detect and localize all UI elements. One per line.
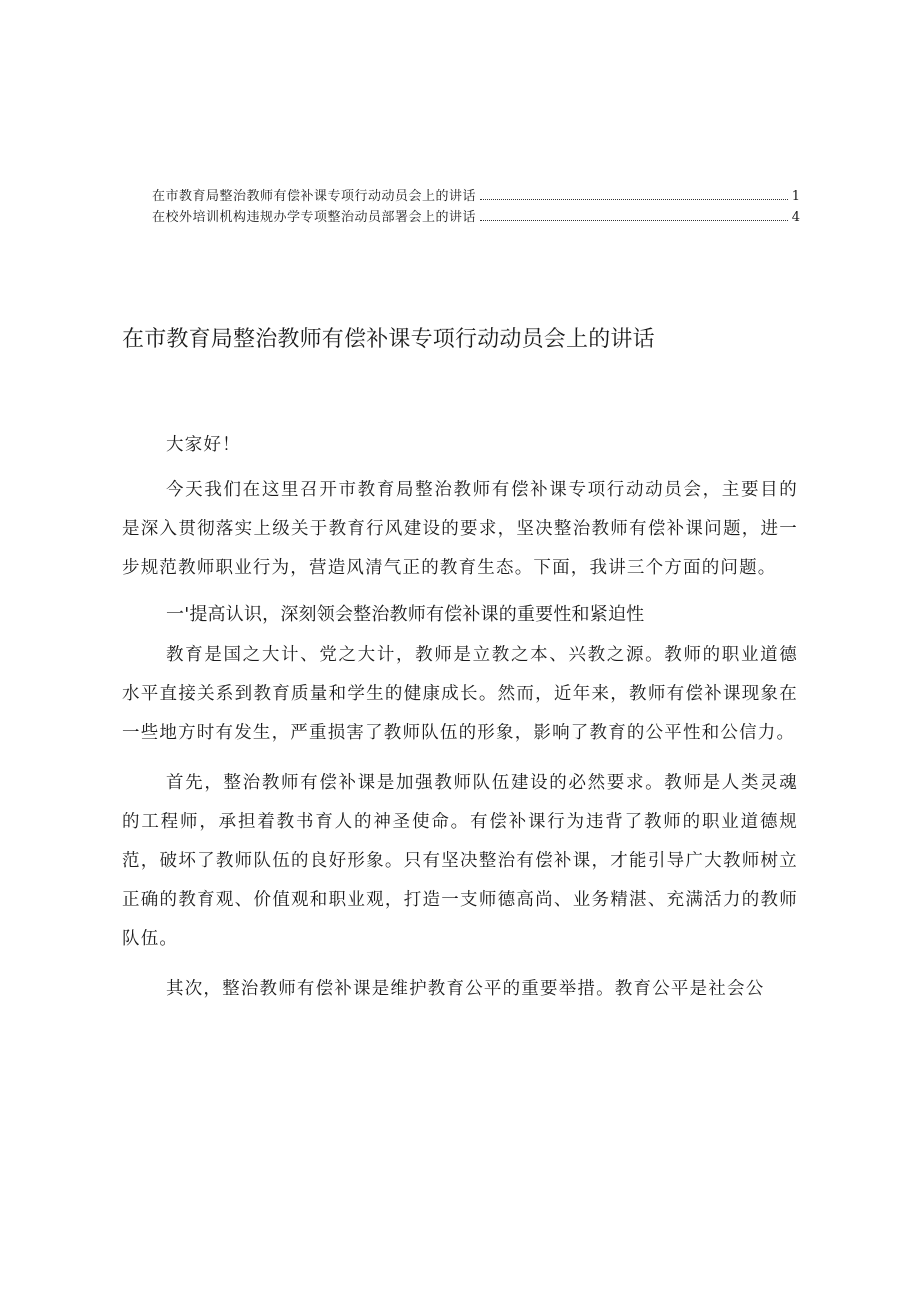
body-paragraph: 首先，整治教师有偿补课是加强教师队伍建设的必然要求。教师是人类灵魂的工程师，承担着教书育人的神圣使命。有偿补课行为违背了教师的职业道德规范，破坏了教师队伍的良好形象。只有坚决整治有偿补课，才能引导广大教师树立正确的教育观、价值观和职业观，打造一支师德高尚、业务精湛、充满活力的教师队伍。 [122, 773, 798, 949]
toc-entry[interactable] [152, 207, 800, 228]
toc-leader-dots [480, 219, 788, 221]
toc-entry-page: 1 [791, 189, 800, 204]
document-title: 在市教育局整治教师有偿补课专项行动动员会上的讲话 [122, 327, 655, 352]
body-paragraph: 其次，整治教师有偿补课是维护教育公平的重要举措。教育公平是社会公 [166, 979, 765, 999]
intro-paragraph: 今天我们在这里召开市教育局整治教师有偿补课专项行动动员会，主要目的是深入贯彻落实上级关于教育行风建设的要求，坚决整治教师有偿补课问题，进一步规范教师职业行为，营造风清气正的教育生态。下面，我讲三个方面的问题。 [122, 480, 798, 578]
toc-leader-dots [480, 198, 788, 200]
section-heading: 一'提高认识，深刻领会整治教师有偿补课的重要性和紧迫性 [166, 604, 645, 625]
greeting-paragraph: 大家好！ [166, 435, 241, 455]
table-of-contents [152, 186, 800, 228]
toc-entry-title: 在校外培训机构违规办学专项整治动员部署会上的讲话 [152, 210, 477, 225]
body-paragraph: 教育是国之大计、党之大计，教师是立教之本、兴教之源。教师的职业道德水平直接关系到教育质量和学生的健康成长。然而，近年来，教师有偿补课现象在一些地方时有发生，严重损害了教师队伍的形象，影响了教育的公平性和公信力。 [122, 645, 798, 743]
toc-entry-page: 4 [791, 210, 800, 225]
toc-entry-title: 在市教育局整治教师有偿补课专项行动动员会上的讲话 [152, 189, 477, 204]
toc-entry[interactable] [152, 186, 800, 207]
document-body [122, 426, 798, 1020]
